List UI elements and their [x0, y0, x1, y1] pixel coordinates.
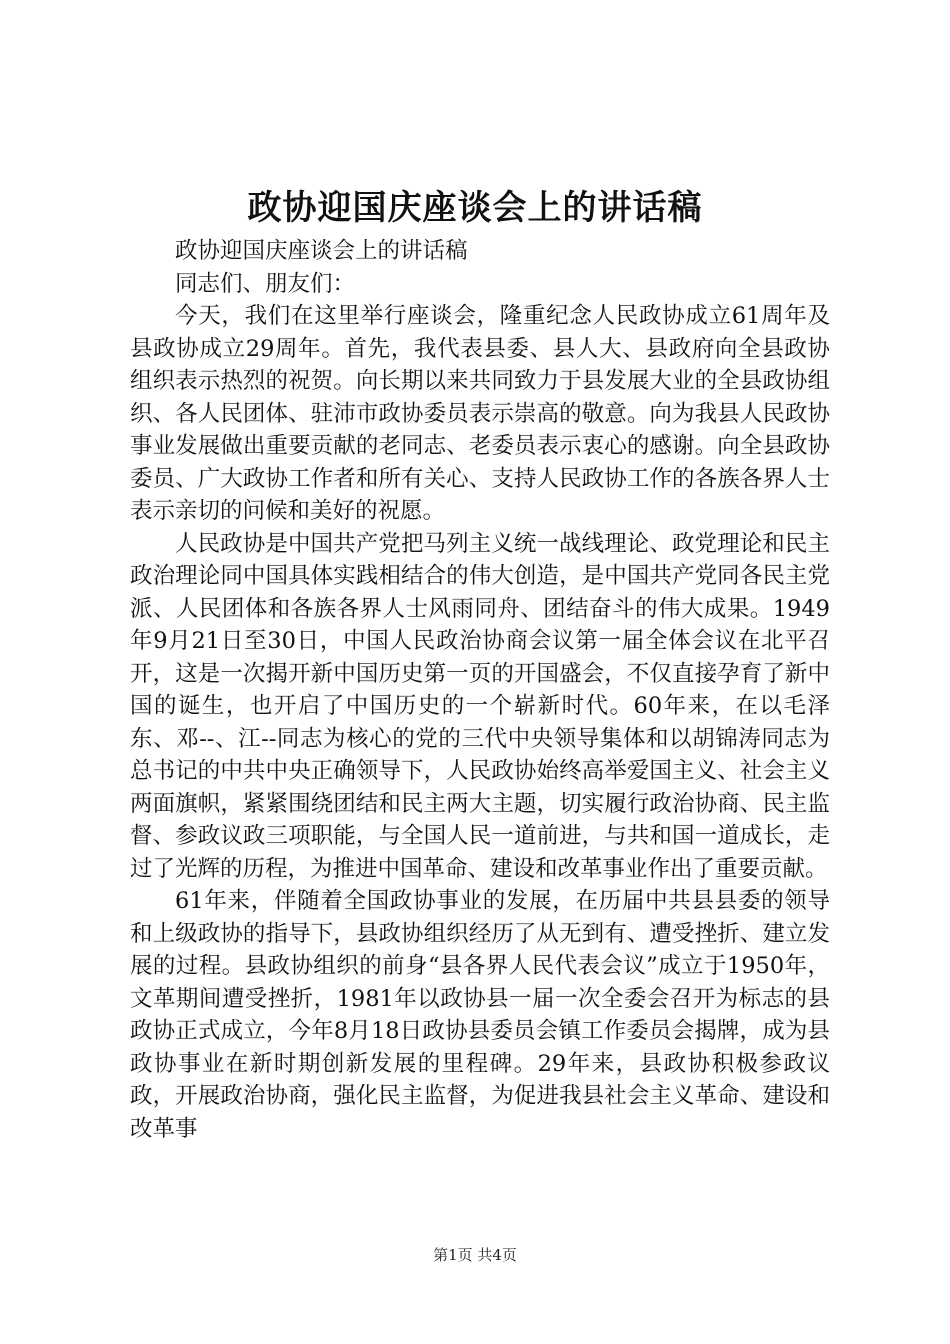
- paragraph-opening: 今天，我们在这里举行座谈会，隆重纪念人民政协成立61周年及县政协成立29周年。首先，我代表县委、县人大、县政府向全县政协组织表示热烈的祝贺。向长期以来共同致力于县发展大业的全县政协组织、各人民团体、驻沛市政协委员表示崇高的敬意。向为我县人民政协事业发展做出重要贡献的老同志、老委员表示衷心的感谢。向全县政协委员、广大政协工作者和所有关心、支持人民政协工作的各族各界人士表示亲切的问候和美好的祝愿。: [130, 303, 830, 524]
- paragraph-heading: 政协迎国庆座谈会上的讲话稿: [175, 238, 468, 264]
- paragraph-county: 61年来，伴随着全国政协事业的发展，在历届中共县县委的领导和上级政协的指导下，县政协组织经历了从无到有、遭受挫折、建立发展的过程。县政协组织的前身“县各界人民代表会议”成立于1950年，文革期间遭受挫折，1981年以政协县一届一次全委会召开为标志的县政协正式成立，今年8月18日政协县委员会镇工作委员会揭牌，成为县政协事业在新时期创新发展的里程碑。29年来，县政协积极参政议政，开展政治协商，强化民主监督，为促进我县社会主义革命、建设和改革事: [130, 888, 830, 1142]
- paragraph-history: 人民政协是中国共产党把马列主义统一战线理论、政党理论和民主政治理论同中国具体实践相结合的伟大创造，是中国共产党同各民主党派、人民团体和各族各界人士风雨同舟、团结奋斗的伟大成果。1949年9月21日至30日，中国人民政治协商会议第一届全体会议在北平召开，这是一次揭开新中国历史第一页的开国盛会，不仅直接孕育了新中国的诞生，也开启了中国历史的一个崭新时代。60年来，在以毛泽东、邓--、江--同志为核心的党的三代中央领导集体和以胡锦涛同志为总书记的中共中央正确领导下，人民政协始终高举爱国主义、社会主义两面旗帜，紧紧围绕团结和民主两大主题，切实履行政治协商、民主监督、参政议政三项职能，与全国人民一道前进，与共和国一道成长，走过了光辉的历程，为推进中国革命、建设和改革事业作出了重要贡献。: [130, 530, 830, 882]
- page-footer: 第1页 共4页: [433, 1246, 517, 1264]
- document-body: [130, 235, 830, 1145]
- paragraph-salutation: 同志们、朋友们：: [175, 270, 356, 297]
- document-title: 政协迎国庆座谈会上的讲话稿: [247, 188, 703, 228]
